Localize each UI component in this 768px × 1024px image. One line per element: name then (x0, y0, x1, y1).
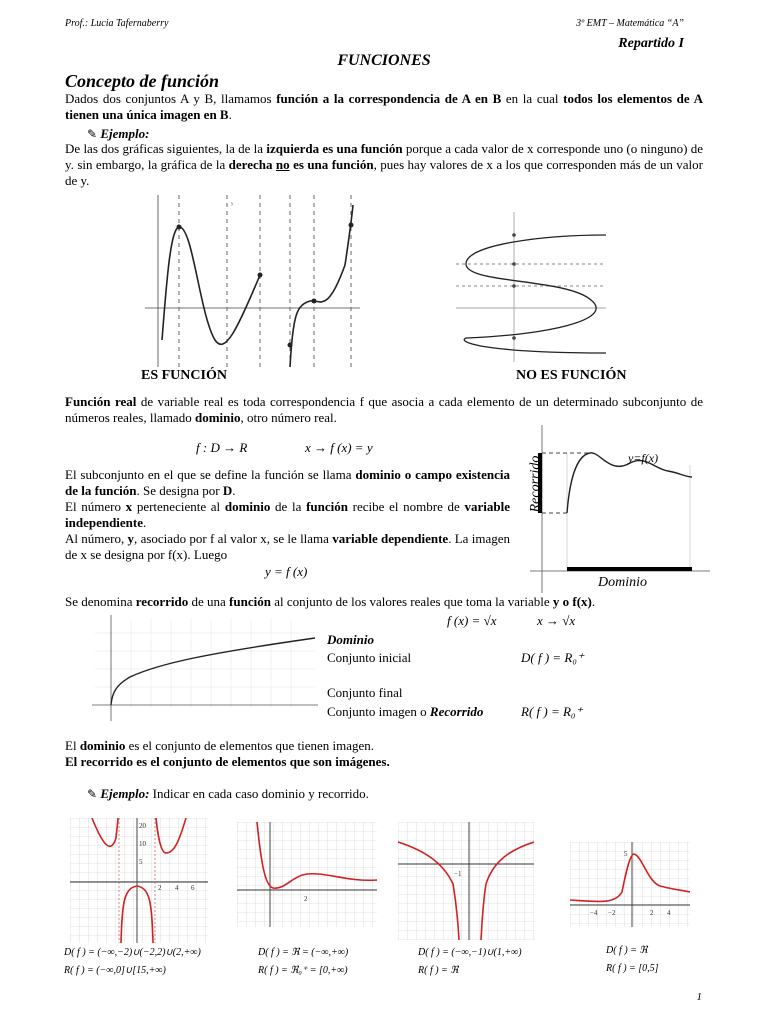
label-es-funcion: ES FUNCIÓN (141, 368, 227, 383)
sqrt-conjunto-inicial: Conjunto inicial (327, 650, 412, 665)
svg-text:4: 4 (175, 884, 179, 892)
exercise-1-domain: D( f ) = (−∞,−2)∪(−2,2)∪(2,+∞) (64, 947, 201, 958)
text-run: de una (188, 594, 230, 609)
text-run: todos los elementos de A tienen una única imagen en B (65, 91, 703, 122)
exercise-graph-2 (237, 822, 377, 927)
text-run: Al número, (65, 531, 128, 546)
sqrt-recorrido-word: Recorrido (429, 704, 484, 719)
svg-text:2: 2 (158, 884, 162, 892)
svg-text:5: 5 (139, 858, 143, 866)
example-label: Ejemplo: (100, 126, 150, 141)
graph-label-dominio: Dominio (598, 575, 647, 590)
text-run: perteneciente al (132, 499, 225, 514)
text-run: El subconjunto en el que se define la función se llama (65, 467, 356, 482)
text-run: . (232, 483, 236, 498)
pencil-icon: ✎ (87, 787, 98, 801)
domain-paragraph (65, 467, 510, 499)
exercise-4-range: R( f ) = [0,5] (606, 963, 659, 974)
text-run: función (306, 499, 348, 514)
text-run: de la (270, 499, 307, 514)
section-heading: Concepto de función (65, 71, 220, 91)
function-graph (145, 195, 360, 367)
exercise-graph-3 (398, 822, 534, 940)
sqrt-dominio-label: Dominio (327, 632, 374, 647)
example2-line (87, 786, 369, 802)
svg-text:5: 5 (624, 850, 628, 858)
text-run: derecha (228, 157, 276, 172)
sqrt-graph (90, 613, 320, 725)
text-run: dominio (224, 499, 271, 514)
text-run: es una función (289, 157, 374, 172)
domain-range-graph (520, 425, 710, 593)
text-run: Dados dos conjuntos A y B, llamamos (65, 91, 277, 106)
text-run: dominio (194, 410, 241, 425)
example-paragraph (65, 141, 703, 189)
example2-label: Ejemplo: (100, 786, 150, 801)
graph-label-fx: y=f(x) (628, 451, 659, 465)
exercise-2-domain: D( f ) = ℜ = (−∞,+∞) (258, 947, 349, 958)
sqrt-domain-formula: D( f ) = R₀⁺ (521, 650, 584, 665)
summary-text-c: es el conjunto de elementos que tienen imagen. (125, 738, 375, 753)
svg-text:2: 2 (650, 909, 654, 917)
text-run: de variable real es toda correspondencia f que asocia a cada elemento de un determinado subconjunto de números reales, llamado (65, 394, 703, 425)
independent-variable-paragraph (65, 499, 510, 531)
text-run: Se denomina (65, 594, 136, 609)
svg-text:−4: −4 (590, 909, 598, 917)
exercise-4-domain: D( f ) = ℜ (606, 945, 648, 956)
summary-line-1 (65, 738, 374, 754)
text-run: función a la correspondencia de A en B (276, 91, 502, 106)
text-run: . (228, 107, 232, 122)
text-run: Función real (65, 394, 137, 409)
summary-text-b: dominio (79, 738, 126, 753)
label-no-es-funcion: NO ES FUNCIÓN (516, 368, 627, 383)
formula-y-equals-fx: y = f (x) (265, 564, 308, 579)
formula-assignment: x → f (x) = y (305, 440, 373, 455)
text-run: D (222, 483, 233, 498)
text-run: De las dos gráficas siguientes, la de la (65, 141, 267, 156)
exercise-1-range: R( f ) = (−∞,0]∪[15,+∞) (64, 965, 166, 976)
non-function-graph (456, 212, 606, 362)
text-run: al conjunto de los valores reales que toma la variable (270, 594, 553, 609)
graph-label-recorrido: Recorrido (528, 455, 543, 513)
sqrt-conjunto-imagen (327, 704, 483, 720)
formula-sqrt-function: f (x) = √x (447, 613, 497, 628)
text-run: , pues hay valores de x a los que corresponden más de un valor de y. (65, 157, 703, 188)
svg-text:−2: −2 (608, 909, 616, 917)
svg-text:6: 6 (191, 884, 195, 892)
text-run: El número (65, 499, 126, 514)
definition-paragraph (65, 91, 703, 123)
text-run: . Se designa por (136, 483, 223, 498)
header-course: 3º EMT – Matemática “A” (576, 18, 684, 29)
header-author: Prof.: Lucia Tafernaberry (65, 18, 169, 29)
exercise-3-range: R( f ) = ℜ (418, 965, 459, 976)
text-run: . (143, 515, 147, 530)
text-run: , otro número real. (240, 410, 337, 425)
text-run: . La imagen de x se designa por f(x). Luego (65, 531, 510, 562)
formula-mapping: f : D → R (196, 440, 248, 455)
text-run: y (127, 531, 135, 546)
text-run: . (591, 594, 596, 609)
text-run: dominio o campo existencia de la función (65, 467, 511, 498)
svg-text:y: y (231, 202, 234, 207)
pencil-icon: ✎ (87, 127, 98, 141)
text-run: recorrido (135, 594, 189, 609)
svg-text:−1: −1 (454, 870, 462, 878)
example2-text: Indicar en cada caso dominio y recorrido. (149, 786, 369, 801)
dependent-variable-paragraph (65, 531, 510, 563)
exercise-graph-1 (70, 818, 208, 943)
svg-text:10: 10 (139, 840, 146, 848)
svg-text:2: 2 (304, 895, 308, 903)
text-run: porque a cada valor de x corresponde uno (o ninguno) de y. sin embargo, la gráfica de la (65, 141, 704, 172)
sqrt-range-formula: R( f ) = R₀⁺ (521, 704, 583, 719)
text-run: , asociado por f al valor x, se le llama (134, 531, 333, 546)
example-line (87, 126, 149, 142)
real-function-paragraph (65, 394, 703, 426)
exercise-graph-4 (570, 842, 690, 927)
page-title: FUNCIONES (337, 52, 431, 69)
text-run: variable dependiente (332, 531, 449, 546)
svg-text:4: 4 (667, 909, 671, 917)
text-run: en la cual (501, 91, 564, 106)
text-run: x (125, 499, 133, 514)
summary-line-2: El recorrido es el conjunto de elementos que son imágenes. (65, 754, 390, 769)
text-run: recibe el nombre de (347, 499, 465, 514)
text-run: izquierda es una función (266, 141, 403, 156)
sqrt-conjunto-imagen-text: Conjunto imagen o (327, 704, 430, 719)
exercise-3-domain: D( f ) = (−∞,−1)∪(1,+∞) (418, 947, 522, 958)
sqrt-conjunto-final: Conjunto final (327, 685, 403, 700)
page-number: 1 (696, 991, 702, 1003)
formula-sqrt-mapping: x → √x (537, 613, 576, 628)
exercise-2-range: R( f ) = ℜ₀⁺ = [0,+∞) (258, 965, 348, 976)
summary-text-a: El (65, 738, 80, 753)
svg-text:20: 20 (139, 822, 146, 830)
text-run: no (275, 157, 290, 172)
text-run: y o f(x) (552, 594, 592, 609)
text-run: función (229, 594, 271, 609)
header-subtitle: Repartido I (618, 36, 684, 51)
text-run: variable independiente (65, 499, 511, 530)
range-definition-paragraph (65, 594, 715, 610)
